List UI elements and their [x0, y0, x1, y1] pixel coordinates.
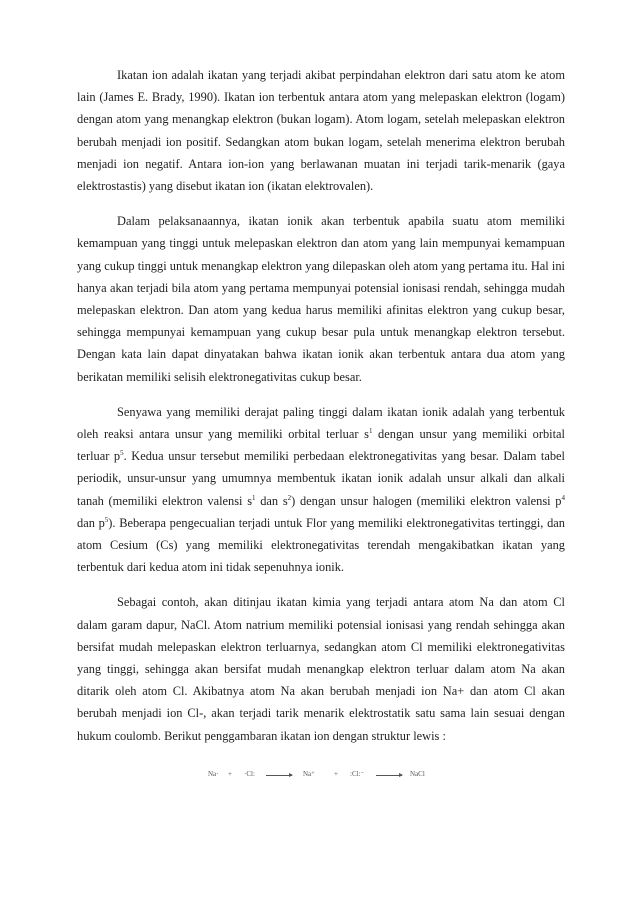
plus-sign: +: [334, 770, 338, 778]
reaction-arrow-icon: [376, 775, 402, 776]
paragraph-text: dengan unsur yang memiliki orbital terluar p: [77, 427, 565, 464]
paragraph-text: ). Beberapa pengecualian terjadi untuk Flor yang memiliki elektronegativitas tertinggi, dan atom Cesium (Cs) yang memiliki elektronegativitas terendah mengakibatkan ikatan yang terbentuk dari kedua atom ini tidak sepenuhnya ionik.: [77, 515, 565, 575]
paragraph-ionic-bond-formation: [77, 210, 565, 388]
chloride-ion: :Cl:⁻: [350, 770, 365, 778]
document-body: [77, 64, 565, 760]
paragraph-text: Ikatan ion adalah ikatan yang terjadi akibat perpindahan elektron dari satu atom ke atom lain (James E. Brady, 1990). Ikatan ion terbentuk antara atom yang melepaskan elektron (logam) dengan atom yang menangkap elektron (bukan logam). Atom logam, setelah melepaskan elektron berubah menjadi ion positif. Sedangkan atom bukan logam, setelah menerima elektron berubah menjadi ion negatif. Antara ion-ion yang berlawanan muatan ini terjadi tarik-menarik (gaya elektrostastis) yang disebut ikatan ion (ikatan elektrovalen).: [77, 68, 565, 194]
sodium-atom: Na·: [208, 770, 219, 778]
paragraph-text: dan p: [77, 515, 105, 530]
superscript: 5: [104, 515, 109, 524]
lewis-structure-equation: [208, 768, 448, 784]
plus-sign: +: [228, 770, 232, 778]
paragraph-text: ) dengan unsur halogen (memiliki elektron valensi p: [291, 493, 562, 508]
paragraph-nacl-example: [77, 591, 565, 746]
reaction-arrow-icon: [266, 775, 292, 776]
paragraph-text: Sebagai contoh, akan ditinjau ikatan kimia yang terjadi antara atom Na dan atom Cl dalam garam dapur, NaCl. Atom natrium memiliki potensial ionisasi yang rendah sehingga akan bersifat mudah melepaskan elektron terluarnya, sedangkan atom Cl memiliki elektronegativitas yang tinggi, sehingga akan bersifat mudah menangkap elektron terluar dalam atom Na akan ditarik oleh atom Cl. Akibatnya atom Na akan berubah menjadi ion Na+ dan atom Cl akan berubah menjadi ion Cl-, akan terjadi tarik menarik elektrostatik satu sama lain sesuai dengan hukum coulomb. Berikut penggambaran ikatan ion dengan struktur lewis :: [77, 595, 565, 743]
paragraph-text: . Kedua unsur tersebut memiliki perbedaan elektronegativitas yang besar. Dalam tabel periodik, unsur-unsur yang umumnya membentuk ikatan ionik adalah unsur alkali dan alkali tanah (memiliki elektron valensi s: [77, 449, 565, 508]
product-nacl: NaCl: [410, 770, 425, 778]
superscript: 5: [120, 449, 124, 458]
superscript: 1: [252, 493, 256, 502]
paragraph-text: Dalam pelaksanaannya, ikatan ionik akan terbentuk apabila suatu atom memiliki kemampuan yang tinggi untuk melepaskan elektron dan atom yang lain mempunyai kemampuan yang cukup tinggi untuk menangkap elektron yang dilepaskan oleh atom yang pertama itu. Hal ini hanya akan terjadi bila atom yang pertama mempunyai potensial ionisasi rendah, sehingga mudah melepaskan elektron. Dan atom yang kedua harus memiliki afinitas elektron yang cukup besar, sehingga mempunyai kemampuan yang cukup besar pula untuk menangkap elektron tersebut. Dengan kata lain dapat dinyatakan bahwa ikatan ionik akan terbentuk antara dua atom yang berikatan memiliki selisih elektronegativitas cukup besar.: [77, 214, 565, 384]
paragraph-text: Senyawa yang memiliki derajat paling tinggi dalam ikatan ionik adalah yang terbentuk oleh reaksi antara unsur yang memiliki orbital terluar s: [77, 404, 565, 442]
superscript: 2: [287, 493, 292, 502]
superscript: 1: [368, 426, 373, 435]
paragraph-ionic-bond-definition: [77, 64, 565, 197]
sodium-ion: Na⁺: [303, 770, 315, 778]
paragraph-text: dan s: [255, 493, 288, 508]
paragraph-electronegativity: [77, 401, 565, 579]
superscript: 4: [561, 493, 565, 502]
chlorine-atom: ·Cl:: [244, 770, 255, 778]
